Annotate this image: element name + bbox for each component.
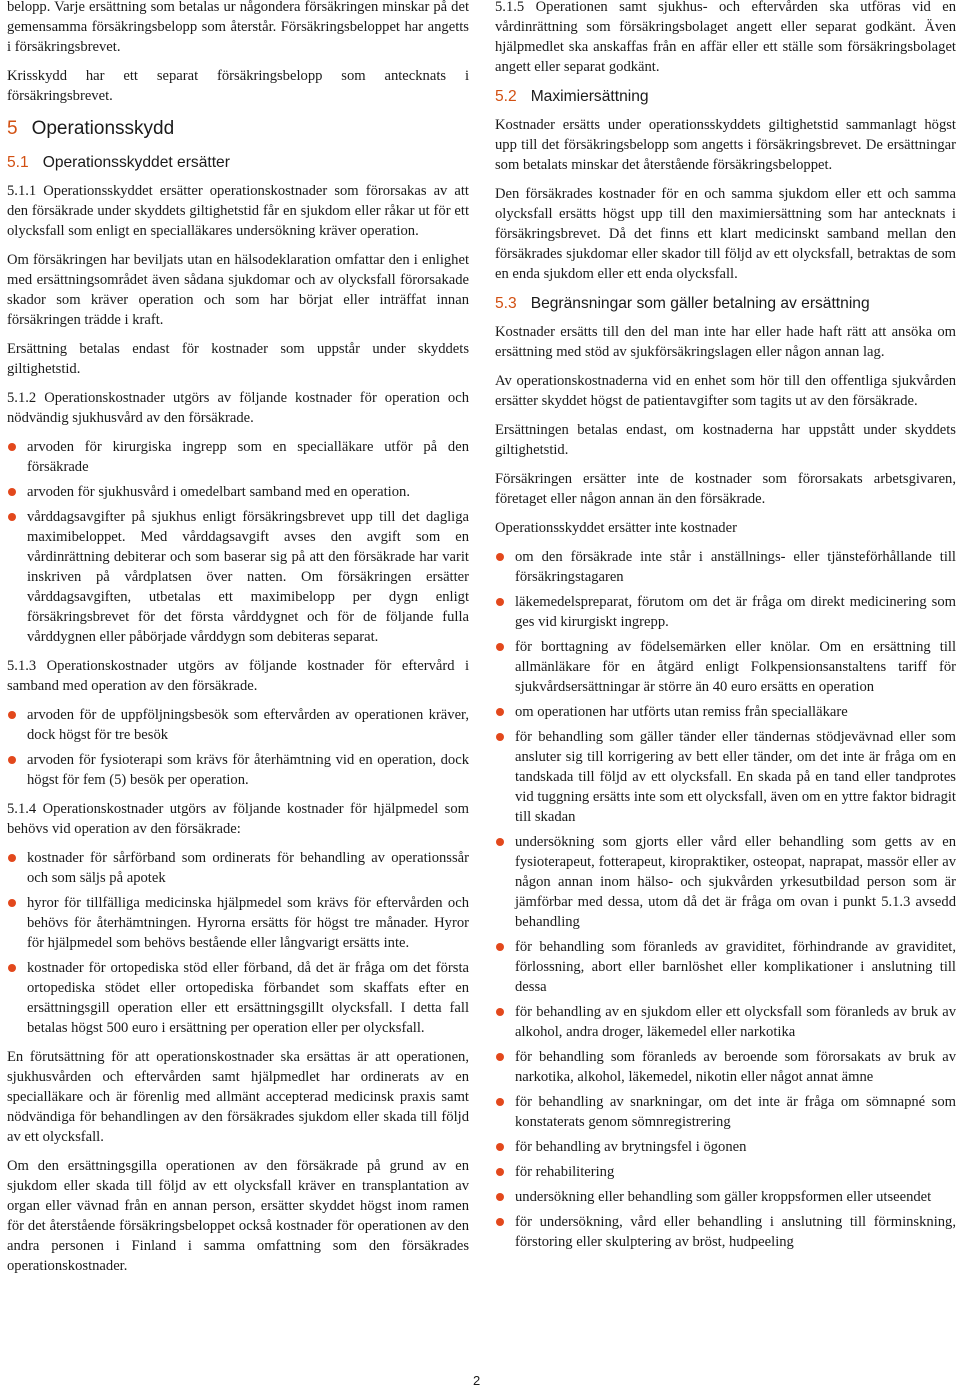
paragraph-5-3-a: Kostnader ersätts till den del man inte har eller hade haft rätt att ansöka om ersättning med stöd av sjukförsäkringslagen eller någon annan lag. — [495, 324, 956, 360]
right-column — [495, 0, 956, 1261]
list-item: för behandling som gäller tänder eller tändernas stödjevävnad eller som ansluter sig till korrigering av bett eller tänder, om det inte är fråga om en tandskada till följd av ett olycksfall. En skada på en tand eller tandprotes vid tuggning ersätts inte som ett olycksfall, även om en yttre faktor bidragit till skadan — [495, 727, 956, 827]
bullet-list-5-3 — [495, 547, 956, 1252]
section-title: Maximiersättning — [530, 88, 649, 105]
paragraph-5-2-a: Kostnader ersätts under operationsskyddets giltighetstid sammanlagt högst upp till det försäkringsbelopp som angetts i försäkringsbrevet. De ersättningar som betalats minskar det återstående försäkringsbeloppet. — [495, 117, 956, 173]
list-item: för behandling av brytningsfel i ögonen — [495, 1137, 956, 1157]
paragraph-5-2-b: Den försäkrades kostnader för en och samma sjukdom eller ett och samma olycksfall ersätts högst upp till den maximiersättning som har antecknats i försäkringsbrevet. Då det finns ett klart medicinskt samband mellan den försäkrades sjukdomar eller skador till följd av ett olycksfall, betraktas de som en enda sjukdom eller ett enda olycksfall. — [495, 186, 956, 282]
section-title: Begränsningar som gäller betalning av ersättning — [530, 295, 870, 312]
section-number: 5.3 — [495, 295, 517, 312]
list-item: för behandling som föranleds av graviditet, förhindrande av graviditet, förlossning, abort eller barnlöshet eller komplikationer i anslutning till dessa — [495, 937, 956, 997]
paragraph-5-1-2: 5.1.2 Operationskostnader utgörs av följande kostnader för operation och nödvändig sjukhusvård av den försäkrade. — [7, 390, 469, 426]
bullet-list-5-1-4 — [7, 848, 469, 1038]
list-item: för behandling av en sjukdom eller ett olycksfall som föranleds av bruk av alkohol, andra droger, läkemedel eller narkotika — [495, 1002, 956, 1042]
paragraph-transplantation: Om den ersättningsgilla operationen av den försäkrade på grund av en sjukdom eller skada till följd av ett olycksfall kräver en transplantation av organ eller vävnad från en annan person, ersätter skyddet högst inom ramen för det återstående försäkringsbeloppet också kostnader för operationen av den andra personen i Finland i samma omfattning som den försäkrades operationskostnader. — [7, 1158, 469, 1274]
section-number: 5.1 — [7, 154, 29, 171]
section-heading-5-1 — [7, 152, 469, 174]
section-heading-5 — [7, 117, 469, 141]
list-item: arvoden för de uppföljningsbesök som eftervården av operationen kräver, dock högst för tre besök — [7, 705, 469, 745]
list-item: undersökning eller behandling som gäller kroppsformen eller utseendet — [495, 1187, 956, 1207]
section-title: Operationsskyddet ersätter — [42, 154, 230, 171]
paragraph-5-1-4: 5.1.4 Operationskostnader utgörs av följande kostnader för hjälpmedel som behövs vid operation av den försäkrade: — [7, 801, 469, 837]
list-item: för borttagning av födelsemärken eller knölar. Om en ersättning till allmänläkare för en åtgärd enligt Folkpensionsanstaltens tariff för sjukvårdsersättningar är större än 40 euro ersätts en operation — [495, 637, 956, 697]
list-item: undersökning som gjorts eller vård eller behandling som getts av en fysioterapeut, fotterapeut, kiropraktiker, osteopat, naprapat, massör eller av någon annan inom hälso- och sjukvården yrkesutbildad person som är jämförbar med dessa, utom då det är fråga om ovan i punkt 5.1.3 avsedd behandling — [495, 832, 956, 932]
paragraph-5-3-d: Försäkringen ersätter inte de kostnader som förorsakats arbetsgivaren, företaget eller någon annan än den försäkrade. — [495, 471, 956, 507]
section-number: 5.2 — [495, 88, 517, 105]
section-heading-5-2 — [495, 86, 956, 108]
bullet-list-5-1-2 — [7, 437, 469, 647]
page-number: 2 — [473, 1373, 481, 1388]
section-heading-5-3 — [495, 293, 956, 315]
list-item: arvoden för fysioterapi som krävs för återhämtning vid en operation, dock högst för fem (5) besök per operation. — [7, 750, 469, 790]
bullet-list-5-1-3 — [7, 705, 469, 790]
paragraph-intro-2: Krisskydd har ett separat försäkringsbelopp som antecknats i försäkringsbrevet. — [7, 68, 469, 104]
paragraph-giltighetstid: Ersättning betalas endast för kostnader som uppstår under skyddets giltighetstid. — [7, 341, 469, 377]
list-item: vårddagsavgifter på sjukhus enligt försäkringsbrevet upp till det dagliga maximibeloppet. Med vårddagsavgift avses den avgift som en vårdinrättning debiterar och som baserar sig på att den försäkrade har varit inskriven på vårdplatsen över natten. Om försäkringen ersätter vårddagsavgiften, utbetalas ett maximibelopp per dygn enligt försäkringsbrevet för det första vårddygnet och för de följande fulla vårddygnen eller påbörjade vårddygn som debiteras separat. — [7, 507, 469, 647]
list-item: kostnader för sårförband som ordinerats för behandling av operationssår och som säljs på apotek — [7, 848, 469, 888]
list-item: för behandling som föranleds av beroende som förorsakats av bruk av narkotika, alkohol, läkemedel, nikotin eller något annat ämne — [495, 1047, 956, 1087]
paragraph-5-1-3: 5.1.3 Operationskostnader utgörs av följande kostnader för eftervård i samband med operation av den försäkrade. — [7, 658, 469, 694]
section-title: Operationsskydd — [31, 118, 175, 139]
list-item: för undersökning, vård eller behandling i anslutning till förminskning, förstoring eller skulptering av bröst, hudpeeling — [495, 1212, 956, 1252]
paragraph-5-1-5: 5.1.5 Operationen samt sjukhus- och eftervården ska utföras vid en vårdinrättning som försäkringsbolaget angett eller separat godkänt. Även hjälpmedlet ska anskaffas från en affär eller ett ställe som försäkringsbolaget angett eller separat godkänt. — [495, 0, 956, 75]
paragraph-5-3-e: Operationsskyddet ersätter inte kostnader — [495, 520, 737, 536]
list-item: arvoden för sjukhusvård i omedelbart samband med en operation. — [7, 482, 469, 502]
list-item: om den försäkrade inte står i anställnings- eller tjänsteförhållande till försäkringstagaren — [495, 547, 956, 587]
list-item: kostnader för ortopediska stöd eller förband, då det är fråga om det första ortopediska stödet eller ortopediska förbandet som skaffats efter en ersättningsgill operation eller ett ersättningsgillt olycksfall. I detta fall betalas högst 500 euro i ersättning per operation eller per olycksfall. — [7, 958, 469, 1038]
paragraph-halsodeklaration: Om försäkringen har beviljats utan en hälsodeklaration omfattar den i enlighet med ersättningsområdet även sådana sjukdomar och av olycksfall förorsakade skador som kräver operation och som har börjat eller inträffat innan försäkringen trädde i kraft. — [7, 252, 469, 328]
list-item: för behandling av snarkningar, om det inte är fråga om sömnapné som konstaterats genom sömnregistrering — [495, 1092, 956, 1132]
paragraph-5-3-c: Ersättningen betalas endast, om kostnaderna har uppstått under skyddets giltighetstid. — [495, 422, 956, 458]
left-column — [7, 0, 469, 1285]
section-number: 5 — [7, 118, 18, 139]
paragraph-forutsattning: En förutsättning för att operationskostnader ska ersättas är att operationen, sjukhusvården och eftervården samt hjälpmedlet har ordinerats av en specialläkare och är förenlig med allmänt accepterad medicinsk praxis samt nödvändiga för behandlingen av den försäkrades sjukdom eller skada till följd av ett olycksfall. — [7, 1049, 469, 1145]
paragraph-intro-1: belopp. Varje ersättning som betalas ur någondera försäkringen minskar på det gemensamma försäkringsbelopp som återstår. Försäkringsbeloppet har angetts i försäkringsbrevet. — [7, 0, 469, 55]
paragraph-5-1-1: 5.1.1 Operationsskyddet ersätter operationskostnader som förorsakas av att den försäkrade under skyddets giltighetstid får en sjukdom eller råkar ut för ett olycksfall som enligt en specialläkares undersökning kräver operation. — [7, 183, 469, 239]
list-item: läkemedelspreparat, förutom om det är fråga om direkt medicinering som ges vid kirurgiskt ingrepp. — [495, 592, 956, 632]
list-item: för rehabilitering — [495, 1162, 956, 1182]
paragraph-5-3-b: Av operationskostnaderna vid en enhet som hör till den offentliga sjukvården ersätter skyddet högst de patientavgifter som tagits ut av den försäkrade. — [495, 373, 956, 409]
list-item: om operationen har utförts utan remiss från specialläkare — [495, 702, 956, 722]
list-item: hyror för tillfälliga medicinska hjälpmedel som krävs för eftervården och behövs för återhämtningen. Hyrorna ersätts för högst tre månader. Hyror för hjälpmedel som behövs bestående eller långvarigt ersätts inte. — [7, 893, 469, 953]
list-item: arvoden för kirurgiska ingrepp som en specialläkare utför på den försäkrade — [7, 437, 469, 477]
